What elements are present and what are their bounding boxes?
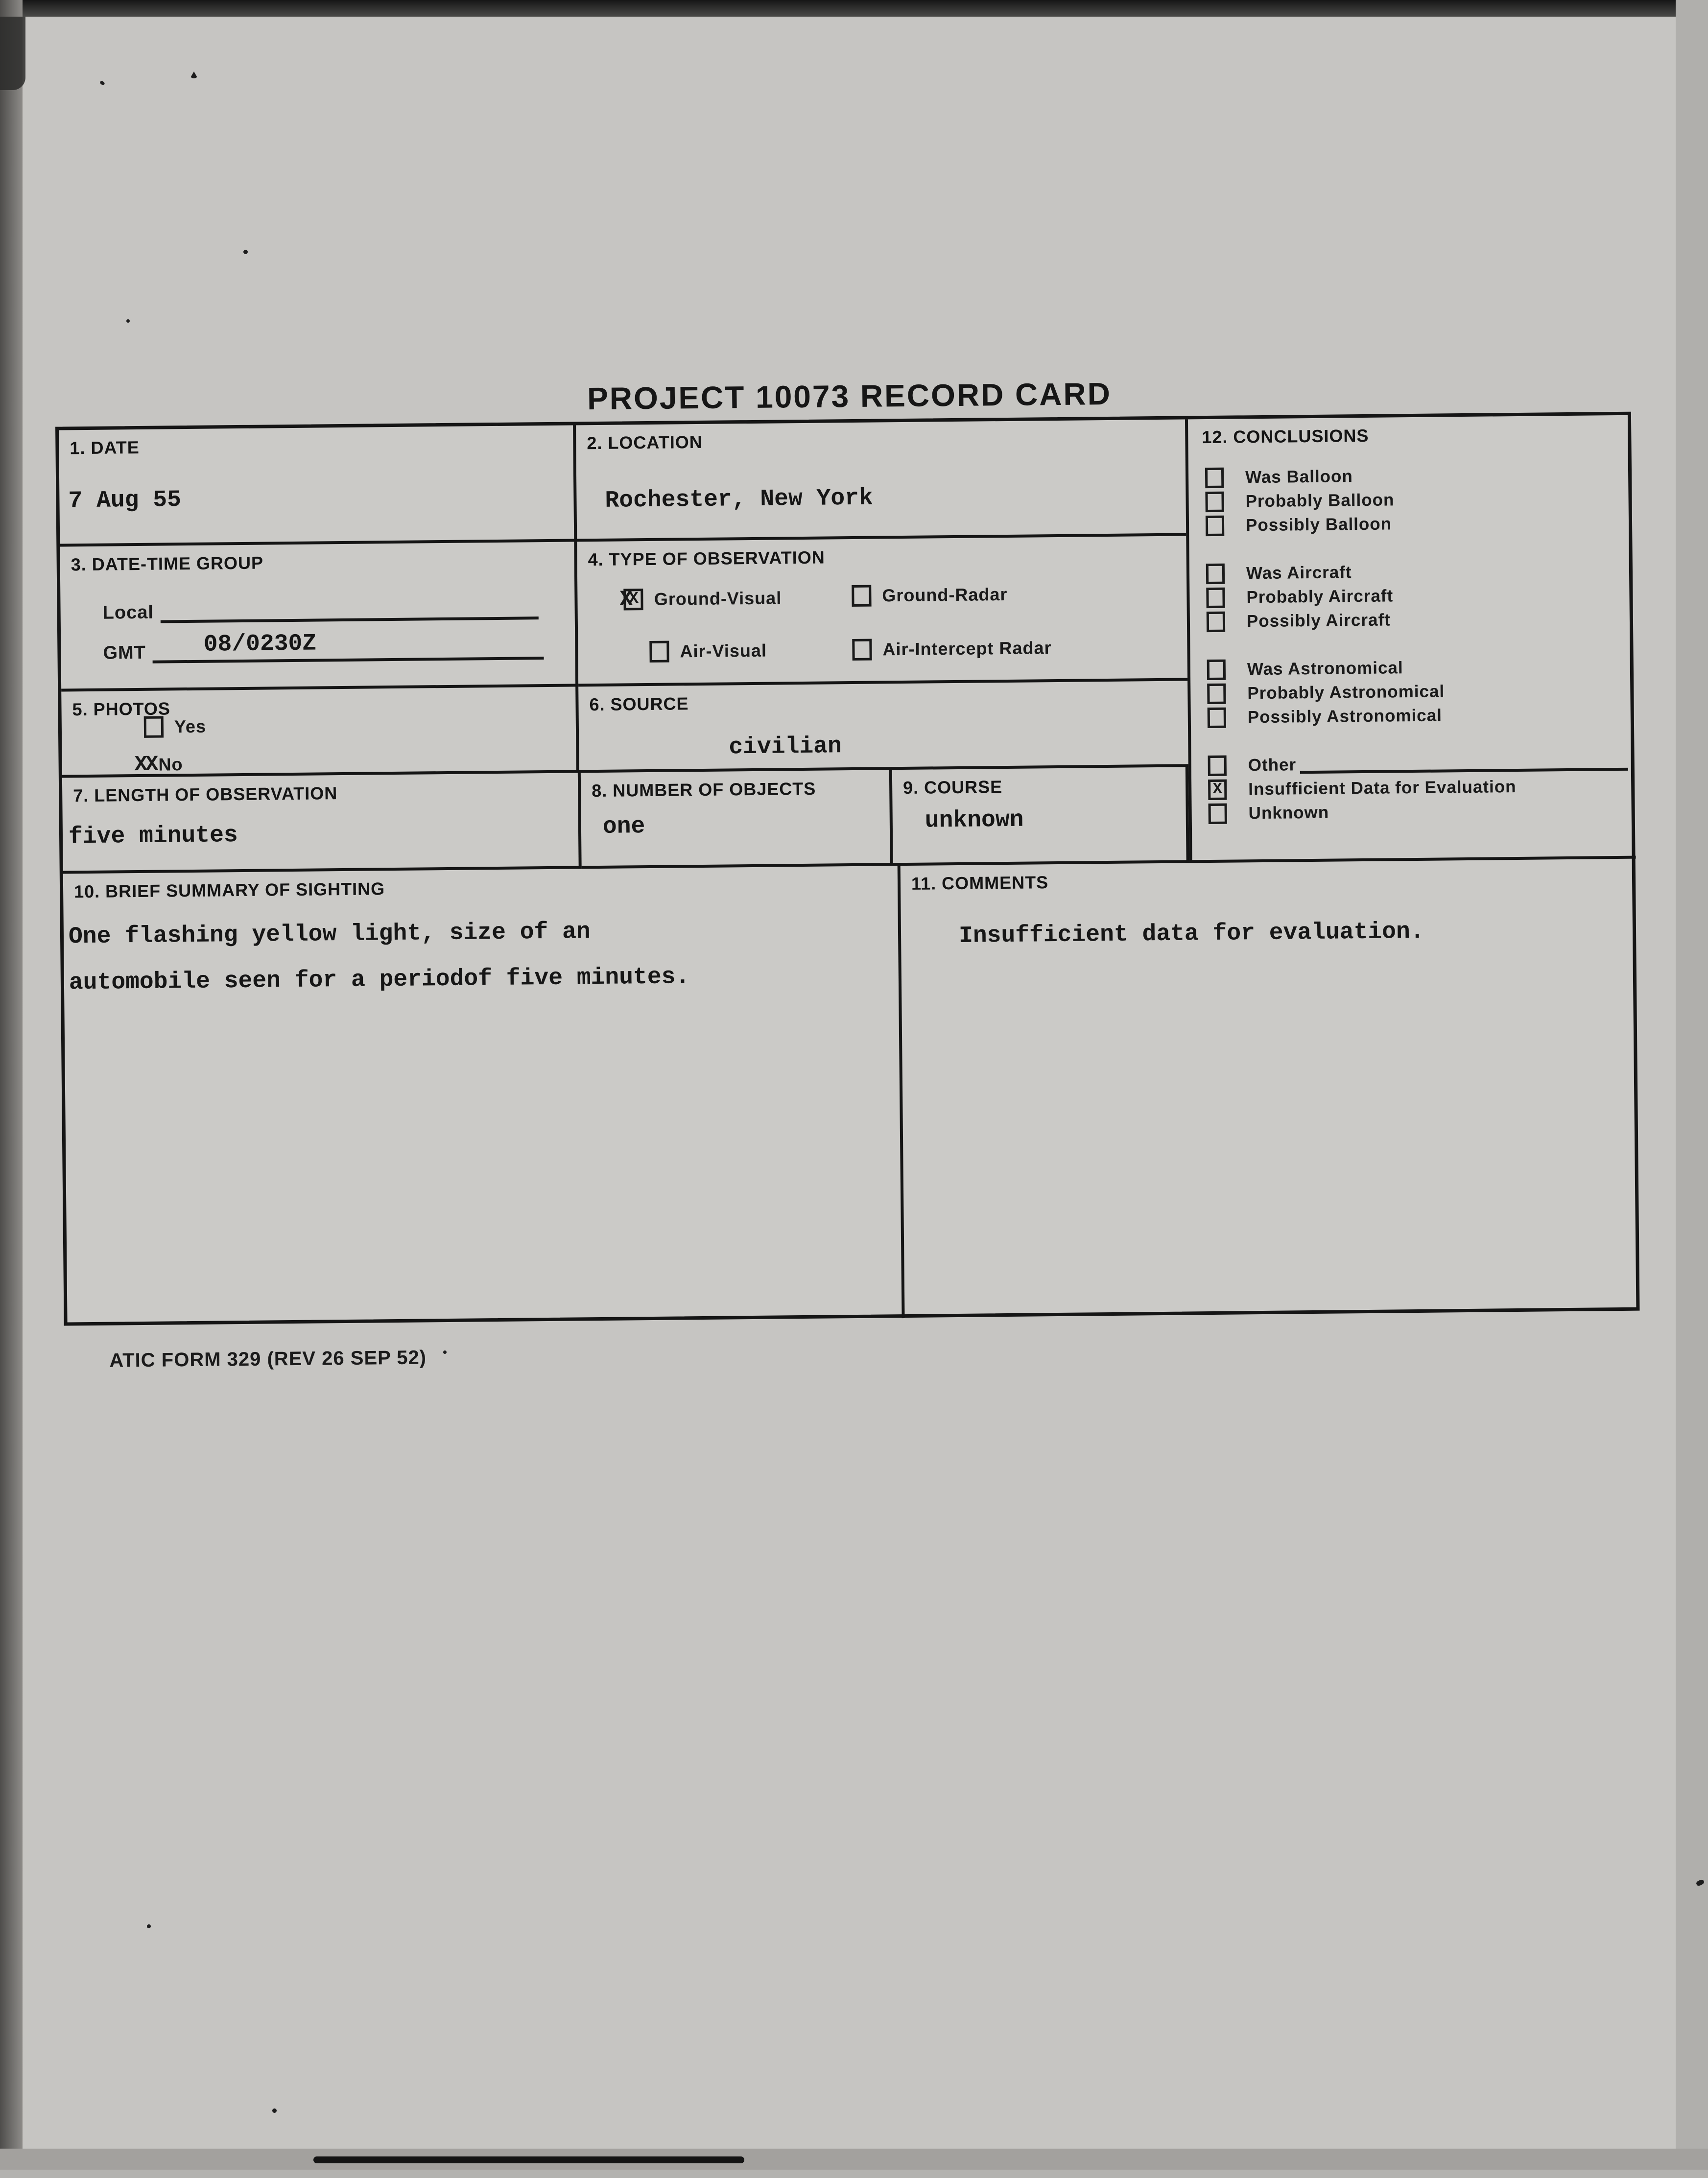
field-summary-label: 10. BRIEF SUMMARY OF SIGHTING: [73, 878, 385, 902]
checkbox-photos-yes: [144, 716, 164, 738]
field-date-value: 7 Aug 55: [68, 487, 182, 515]
field-course: [892, 767, 1189, 866]
field-date-label: 1. DATE: [70, 437, 140, 458]
checkbox-unknown: [1209, 804, 1227, 824]
conclusion-probably-astronomical: Probably Astronomical: [1207, 680, 1627, 704]
field-length-label: 7. LENGTH OF OBSERVATION: [73, 783, 338, 806]
field-number-value: one: [602, 813, 645, 840]
conclusions-list: [1205, 460, 1629, 828]
form-number-footer: ATIC FORM 329 (REV 26 SEP 52): [109, 1347, 427, 1372]
conclusion-probably-aircraft: Probably Aircraft: [1206, 584, 1626, 608]
option-ground-visual: X X Ground-Visual: [619, 587, 782, 612]
checkbox-probably-aircraft: [1206, 588, 1225, 608]
field-location-value: Rochester, New York: [605, 485, 874, 514]
checkbox-air-intercept-radar: [852, 639, 872, 661]
field-course-label: 9. COURSE: [902, 777, 1003, 798]
typed-x-mark: X: [619, 587, 631, 612]
checkbox-possibly-aircraft: [1207, 612, 1225, 632]
record-card: [55, 412, 1639, 1326]
field-type-label: 4. TYPE OF OBSERVATION: [588, 547, 825, 570]
field-source-label: 6. SOURCE: [589, 693, 689, 715]
option-ground-radar: Ground-Radar: [852, 584, 1007, 607]
field-location-label: 2. LOCATION: [587, 431, 703, 453]
conclusion-other: Other: [1208, 752, 1628, 776]
field-date: [59, 425, 577, 546]
field-dtg-label: 3. DATE-TIME GROUP: [71, 552, 264, 575]
option-air-intercept-radar: Air-Intercept Radar: [852, 637, 1051, 661]
field-conclusions: [1185, 415, 1636, 863]
checkbox-was-aircraft: [1206, 564, 1225, 584]
field-brief-summary: [63, 866, 905, 1326]
field-number-of-objects: [581, 770, 893, 869]
dtg-gmt-line: [153, 630, 544, 663]
checkbox-air-visual: [649, 641, 669, 663]
checkbox-insufficient-data: X: [1208, 780, 1227, 800]
field-photos: [61, 687, 579, 778]
field-date-time-group: [60, 542, 578, 691]
other-blank-line: [1300, 753, 1628, 774]
field-photos-label: 5. PHOTOS: [72, 698, 171, 720]
option-photos-yes: Yes: [144, 716, 206, 738]
field-summary-value: One flashing yellow light, size of an automobile seen for a periodof five minutes.: [68, 919, 690, 996]
field-comments-label: 11. COMMENTS: [911, 872, 1049, 894]
checkbox-probably-astronomical: [1207, 684, 1226, 704]
dtg-local-row: [102, 595, 538, 624]
conclusion-was-aircraft: Was Aircraft: [1206, 560, 1626, 584]
dtg-local-line: [161, 595, 539, 623]
option-air-visual: Air-Visual: [649, 640, 767, 663]
field-length-value: five minutes: [68, 822, 238, 851]
field-length-of-observation: [62, 773, 582, 874]
field-comments: [901, 859, 1643, 1318]
conclusion-insufficient-data: X Insufficient Data for Evaluation: [1208, 776, 1628, 800]
field-conclusions-label: 12. CONCLUSIONS: [1202, 425, 1369, 448]
conclusion-probably-balloon: Probably Balloon: [1205, 488, 1625, 512]
dtg-gmt-label: GMT: [103, 642, 146, 663]
field-source-value: civilian: [729, 733, 842, 761]
field-type-of-observation: [577, 536, 1187, 687]
checkbox-ground-visual: X: [624, 589, 643, 610]
conclusion-possibly-balloon: Possibly Balloon: [1206, 512, 1626, 536]
typed-xx-mark: XX: [134, 752, 157, 778]
dtg-local-label: Local: [102, 602, 154, 623]
conclusion-possibly-astronomical: Possibly Astronomical: [1208, 704, 1628, 728]
checkbox-was-astronomical: [1207, 660, 1226, 680]
field-course-value: unknown: [925, 806, 1024, 834]
checkbox-probably-balloon: [1205, 492, 1224, 512]
option-photos-no: XX No: [134, 752, 183, 778]
field-source: [578, 681, 1188, 773]
dtg-gmt-value: 08/0230Z: [203, 630, 317, 658]
checkbox-ground-radar: [852, 585, 871, 607]
checkbox-other: [1208, 756, 1227, 776]
field-comments-value: Insufficient data for evaluation.: [958, 918, 1424, 949]
checkbox-possibly-astronomical: [1208, 708, 1226, 728]
document-title: PROJECT 10073 RECORD CARD: [587, 376, 1112, 417]
conclusion-was-astronomical: Was Astronomical: [1207, 656, 1627, 680]
conclusion-was-balloon: Was Balloon: [1205, 464, 1625, 488]
checkbox-possibly-balloon: [1206, 516, 1224, 536]
dtg-gmt-row: [103, 630, 544, 664]
conclusion-unknown: Unknown: [1209, 800, 1629, 824]
field-number-label: 8. NUMBER OF OBJECTS: [591, 778, 816, 801]
conclusion-possibly-aircraft: Possibly Aircraft: [1207, 608, 1627, 632]
field-location: [576, 419, 1186, 542]
checkbox-was-balloon: [1205, 468, 1224, 488]
